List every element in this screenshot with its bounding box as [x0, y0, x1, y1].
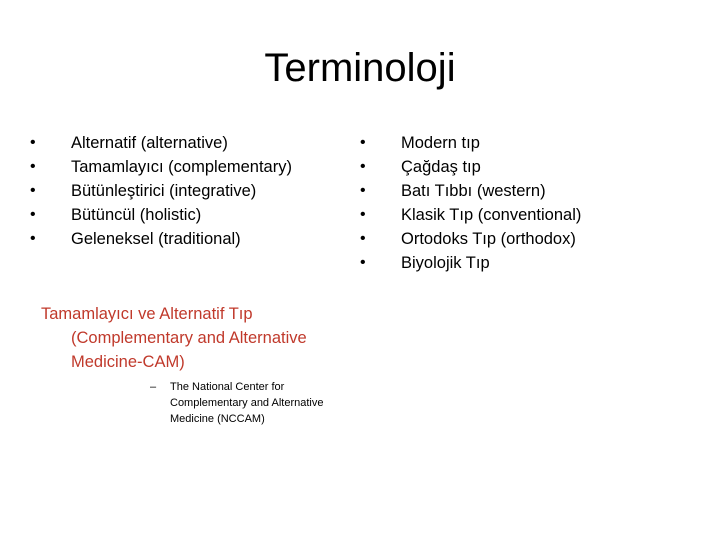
list-item-label: Tamamlayıcı (complementary)	[71, 158, 292, 176]
list-item-label: Alternatif (alternative)	[71, 134, 228, 152]
bullet-icon: •	[360, 134, 366, 151]
bullet-icon: •	[30, 158, 36, 175]
list-item-label: Geleneksel (traditional)	[71, 230, 241, 248]
list-item	[360, 155, 581, 179]
bullet-icon: •	[360, 230, 366, 247]
list-item-label: Ortodoks Tıp (orthodox)	[401, 230, 576, 248]
bullet-icon: •	[360, 254, 366, 271]
slide-title: Terminoloji	[264, 46, 456, 90]
list-item-label: Modern tıp	[401, 134, 480, 152]
list-item	[360, 227, 581, 251]
list-item	[30, 227, 292, 251]
list-item	[360, 131, 581, 155]
list-item	[360, 179, 581, 203]
cam-section	[41, 302, 371, 427]
bullet-icon: •	[30, 230, 36, 247]
bullet-icon: •	[30, 206, 36, 223]
list-item-label: Bütüncül (holistic)	[71, 206, 202, 224]
cam-sub-item	[150, 379, 360, 427]
list-item	[360, 203, 582, 227]
bullet-icon: •	[360, 182, 366, 199]
dash-icon: –	[150, 381, 157, 393]
right-term-list	[360, 131, 582, 275]
cam-heading: Tamamlayıcı ve Alternatif Tıp (Complementary and Alternative Medicine-CAM)	[41, 305, 307, 371]
list-item-label: Klasik Tıp (conventional)	[401, 206, 582, 224]
list-item	[30, 203, 292, 227]
bullet-icon: •	[360, 206, 366, 223]
bullet-icon: •	[360, 158, 366, 175]
list-item-label: Bütünleştirici (integrative)	[71, 182, 257, 200]
list-item	[30, 155, 292, 179]
list-item-label: Çağdaş tıp	[401, 158, 481, 176]
list-item-label: Biyolojik Tıp	[401, 254, 490, 272]
list-item	[30, 179, 292, 203]
bullet-icon: •	[30, 134, 36, 151]
left-term-list	[30, 131, 292, 251]
list-item	[30, 131, 292, 155]
bullet-icon: •	[30, 182, 36, 199]
list-item-label: Batı Tıbbı (western)	[401, 182, 546, 200]
cam-sub-item-label: The National Center for Complementary and Alternative Medicine (NCCAM)	[170, 381, 324, 425]
list-item	[360, 251, 581, 275]
